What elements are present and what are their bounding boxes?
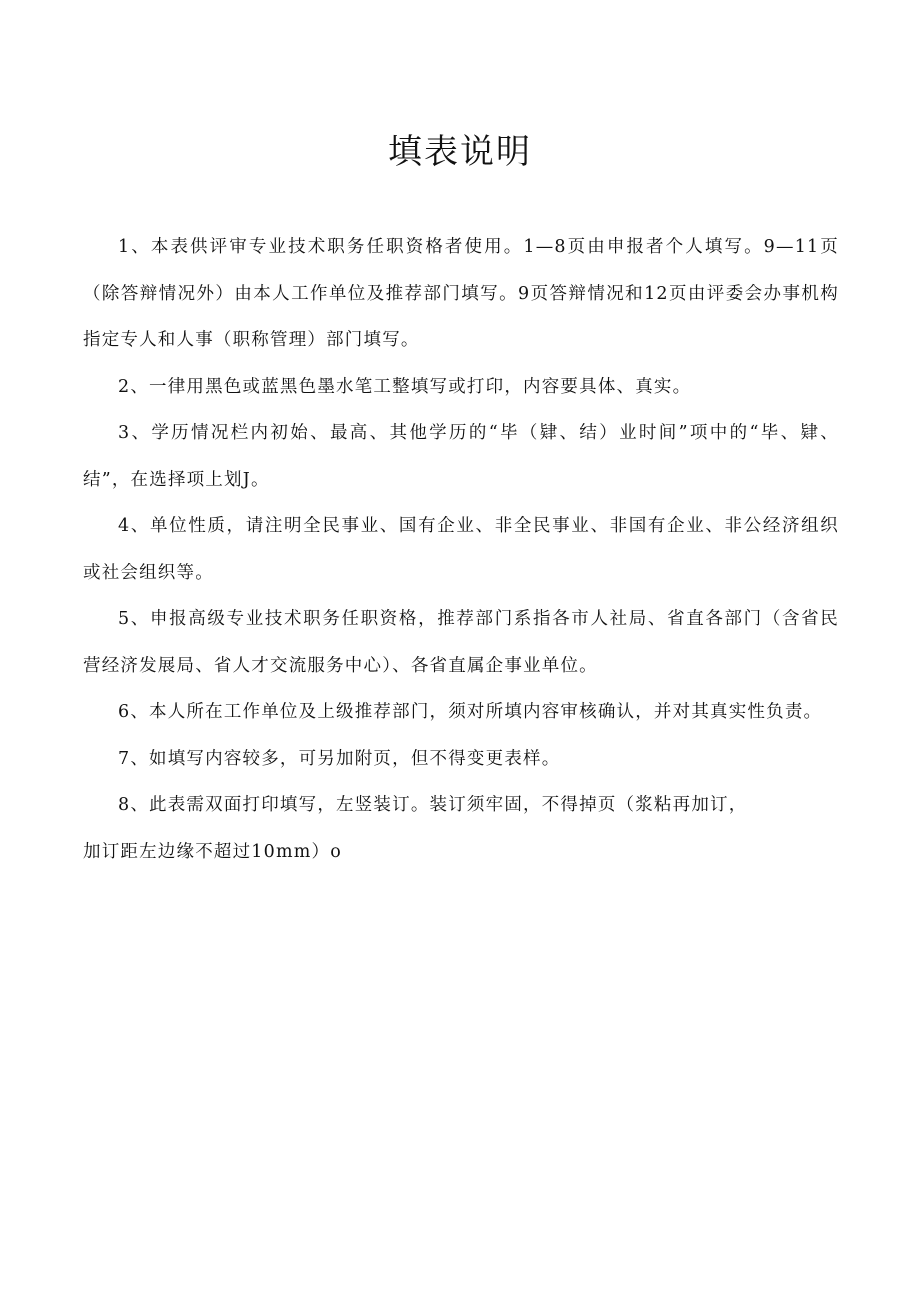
instruction-4: 4、单位性质，请注明全民事业、国有企业、非全民事业、非国有企业、非公经济组织或社会组织等。 xyxy=(83,516,839,583)
instruction-3: 3、学历情况栏内初始、最高、其他学历的“毕（肄、结）业时间”项中的“毕、肄、结”，在选择项上划J。 xyxy=(83,423,839,490)
instructions-body xyxy=(83,224,839,875)
instruction-8-line-2: 加订距左边缘不超过10mm）o xyxy=(83,841,342,862)
instruction-2: 2、一律用黑色或蓝黑色墨水笔工整填写或打印，内容要具体、真实。 xyxy=(118,376,692,397)
instruction-8-line-1: 8、此表需双面打印填写，左竖装订。装订须牢固，不得掉页（浆粘再加订， xyxy=(118,795,748,815)
instruction-6: 6、本人所在工作单位及上级推荐部门，须对所填内容审核确认，并对其真实性负责。 xyxy=(118,702,823,722)
page-title: 填表说明 xyxy=(388,132,532,172)
instruction-7: 7、如填写内容较多，可另加附页，但不得变更表样。 xyxy=(118,748,561,769)
instruction-1: 1、本表供评审专业技术职务任职资格者使用。1—8页由申报者个人填写。9—11页（除答辩情况外）由本人工作单位及推荐部门填写。9页答辩情况和12页由评委会办事机构指定专人和人事（职称管理）部门填写。 xyxy=(83,237,839,350)
instruction-8 xyxy=(83,782,839,875)
instruction-5: 5、申报高级专业技术职务任职资格，推荐部门系指各市人社局、省直各部门（含省民营经济发展局、省人才交流服务中心）、各省直属企事业单位。 xyxy=(83,609,839,676)
